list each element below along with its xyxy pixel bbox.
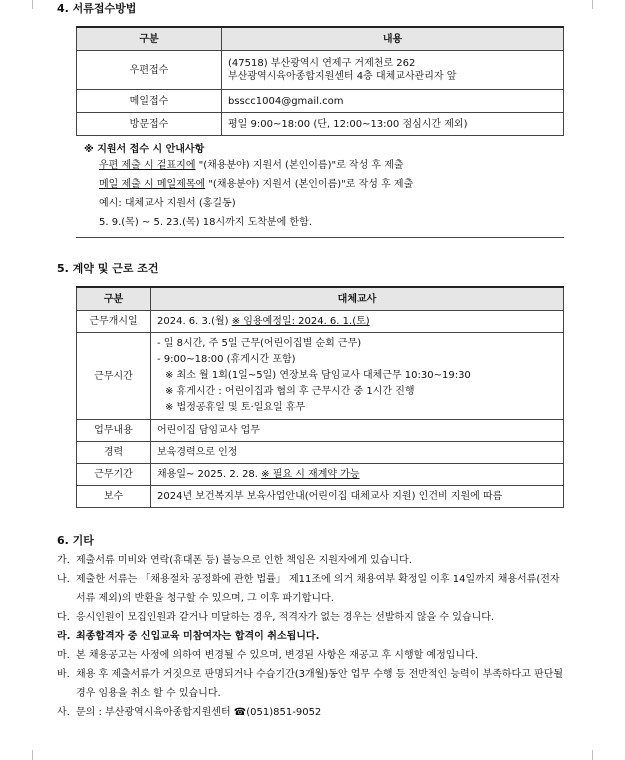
list-item (57, 608, 567, 627)
table-row (77, 51, 564, 90)
row-label: 경력 (77, 442, 151, 464)
notice-text: "(채용분야) 지원서 (본인이름)"로 작성 후 제출 (195, 160, 404, 171)
table-header-row (77, 27, 564, 51)
row-label: 보수 (77, 486, 151, 508)
row-label: 업무내용 (77, 420, 151, 442)
section6 (57, 534, 567, 722)
notice-line (82, 156, 564, 175)
item-marker: 가. (57, 555, 70, 567)
submission-method-table (76, 26, 564, 136)
section6-title: 6. 기타 (57, 534, 94, 547)
header-category: 구분 (77, 27, 222, 51)
item-text: 본 채용공고는 사정에 의하여 변경될 수 있으며, 변경된 사항은 재공고 후 시행할 예정입니다. (76, 650, 478, 662)
item-marker: 바. (57, 669, 70, 681)
list-item (57, 665, 567, 703)
item-marker: 나. (57, 574, 70, 586)
header-category: 구분 (77, 287, 151, 311)
list-item (57, 551, 567, 570)
table-row (77, 333, 564, 420)
notice-underlined: 메일 제출 시 메일제목에 (99, 179, 206, 190)
row-label: 근무기간 (77, 464, 151, 486)
row-label: 근무시간 (77, 333, 151, 420)
duty-value: 어린이집 담임교사 업무 (151, 420, 564, 442)
career-value: 보육경력으로 인정 (151, 442, 564, 464)
item-text: 제출서류 미비와 연락(휴대폰 등) 불능으로 인한 책임은 지원자에게 있습니다. (76, 555, 412, 567)
list-item (57, 570, 567, 608)
table-header-row (77, 287, 564, 311)
hours-note: ※ 휴게시간 : 어린이집과 협의 후 근무시간 중 1시간 진행 (165, 386, 415, 397)
item-text: 응시인원이 모집인원과 같거나 미달하는 경우, 적격자가 없는 경우는 선발하지 않을 수 있습니다. (76, 612, 495, 624)
work-hours (151, 333, 564, 420)
start-date (151, 311, 564, 333)
section5-title: 5. 계약 및 근로 조건 (57, 262, 159, 275)
header-role: 대체교사 (151, 287, 564, 311)
item-text: 채용 후 제출서류가 거짓으로 판명되거나 수습기간(3개월)동안 업무 수행 등 전반적인 능력이 부족하다고 판단될 경우 임용을 취소 할 수 있습니다. (76, 669, 564, 700)
pay-value: 2024년 보건복지부 보육사업안내(어린이집 대체교사 지원) 인건비 지원에 따름 (151, 486, 564, 508)
table-row (77, 486, 564, 508)
hours-note: ※ 법정공휴일 및 토·일요일 휴무 (165, 402, 306, 413)
start-date-note: ※ 임용예정일: 2024. 6. 1.(토) (231, 316, 370, 327)
table-row (77, 90, 564, 113)
row-content (222, 51, 564, 90)
hours-line: - 일 8시간, 주 5일 근무(어린이집별 순회 근무) (157, 338, 362, 349)
period-value (151, 464, 564, 486)
list-item (57, 646, 567, 665)
item-text: 최종합격자 중 신입교육 미참여자는 합격이 취소됩니다. (76, 631, 320, 643)
row-label: 우편접수 (77, 51, 222, 90)
notice-line (82, 175, 564, 194)
item-marker: 사. (57, 707, 70, 719)
table-row (77, 420, 564, 442)
employment-conditions-table (76, 286, 564, 508)
item-text: 문의 : 부산광역시육아종합지원센터 ☎(051)851-9052 (76, 707, 322, 719)
postal-address-line: (47518) 부산광역시 연제구 거제천로 262 (228, 58, 416, 69)
notice-example: 예시: 대체교사 지원서 (홍길동) (99, 198, 236, 209)
row-label: 방문접수 (77, 113, 222, 136)
divider (76, 237, 564, 238)
header-content: 내용 (222, 27, 564, 51)
list-item (57, 703, 567, 722)
page-corner-mark (22, 0, 33, 9)
table-row (77, 464, 564, 486)
postal-address-line: 부산광역시육아종합지원센터 4층 대체교사관리자 앞 (228, 71, 457, 82)
start-date-value: 2024. 6. 3.(월) (157, 316, 232, 327)
row-label: 메일접수 (77, 90, 222, 113)
visit-hours: 평일 9:00~18:00 (단, 12:00~13:00 점심시간 제외) (222, 113, 564, 136)
item-text: 제출한 서류는 「채용절차 공정화에 관한 법률」 제11조에 의거 채용여부 확정일 이후 14일까지 채용서류(전자서류 제외)의 반환을 청구할 수 있으며, 그 이후 파기합니다. (76, 574, 560, 605)
row-label: 근무개시일 (77, 311, 151, 333)
hours-line: - 9:00~18:00 (휴게시간 포함) (157, 354, 296, 365)
period-text: 채용일~ 2025. 2. 28. (157, 469, 262, 480)
notice-underlined: 우편 제출 시 겉표지에 (99, 160, 196, 171)
email-address: bsscc1004@gmail.com (222, 90, 564, 113)
section4-title: 4. 서류접수방법 (57, 2, 137, 15)
item-marker: 라. (57, 631, 71, 643)
notice-deadline: 5. 9.(목) ~ 5. 23.(목) 18시까지 도착분에 한함. (99, 217, 312, 228)
hours-note: ※ 최소 월 1회(1일~5일) 연장보육 담임교사 대체근무 10:30~19:30 (165, 370, 471, 381)
table-row (77, 311, 564, 333)
notice-text: "(채용분야) 지원서 (본인이름)"로 작성 후 제출 (205, 179, 414, 190)
page-corner-mark (592, 0, 603, 9)
item-marker: 마. (57, 650, 70, 662)
submission-notice (82, 143, 564, 232)
notice-heading: ※ 지원서 접수 시 안내사항 (84, 144, 205, 155)
list-item (57, 627, 567, 646)
table-row (77, 442, 564, 464)
table-row (77, 113, 564, 136)
item-marker: 다. (57, 612, 70, 624)
period-note: ※ 필요 시 재계약 가능 (261, 469, 360, 480)
